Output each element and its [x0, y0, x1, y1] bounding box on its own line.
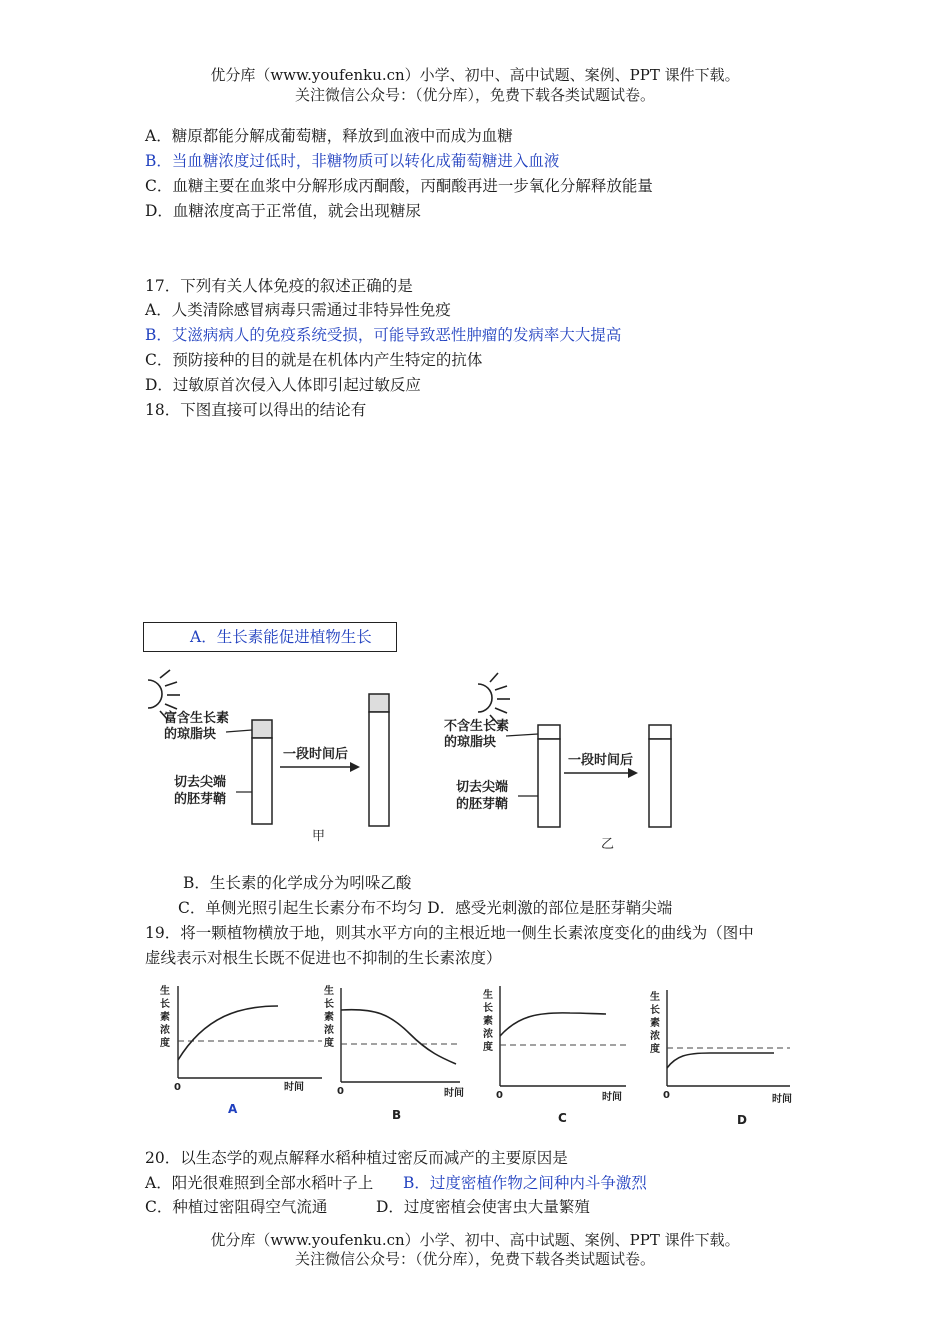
- svg-text:度: 度: [160, 1038, 170, 1049]
- right-agar-block-after: [649, 725, 671, 739]
- q16-option-d: D．血糖浓度高于正常值，就会出现糖尿: [145, 202, 421, 220]
- q20-option-d: D．过度密植会使害虫大量繁殖: [376, 1198, 590, 1216]
- svg-text:浓: 浓: [483, 1029, 493, 1040]
- q17-stem: 17．下列有关人体免疫的叙述正确的是: [145, 277, 413, 295]
- q18-option-cd: C．单侧光照引起生长素分布不均匀 D．感受光刺激的部位是胚芽鞘尖端: [178, 899, 673, 917]
- svg-text:时间: 时间: [284, 1082, 304, 1093]
- q17-option-d: D．过敏原首次侵入人体即引起过敏反应: [145, 376, 421, 394]
- graph-b-label: B: [392, 1108, 402, 1122]
- q18-option-a-box: [143, 622, 397, 652]
- svg-text:长: 长: [483, 1003, 493, 1014]
- graph-d-label: D: [737, 1113, 747, 1127]
- q16-option-a: A．糖原都能分解成葡萄糖，释放到血液中而成为血糖: [145, 127, 513, 145]
- right-arrow-icon: [628, 768, 638, 778]
- right-coleoptile-label-1: 切去尖端: [456, 780, 509, 795]
- right-agar-label-2: 的琼脂块: [444, 735, 497, 750]
- q16-option-c: C．血糖主要在血浆中分解形成丙酮酸，丙酮酸再进一步氧化分解释放能量: [145, 177, 653, 195]
- graph-a-label: A: [228, 1102, 238, 1116]
- svg-text:生: 生: [483, 990, 493, 1001]
- left-agar-block-before: [252, 720, 272, 738]
- q18-option-a: A．生长素能促进植物生长: [190, 628, 372, 646]
- graph-b: [324, 984, 464, 1122]
- q20-option-b: B．过度密植作物之间种内斗争激烈: [403, 1174, 647, 1192]
- footer-line-2: 关注微信公众号：（优分库），免费下载各类试题试卷。: [294, 1250, 655, 1268]
- svg-text:素: 素: [324, 1012, 334, 1023]
- svg-text:素: 素: [650, 1018, 660, 1029]
- graph-c-curve: [500, 1013, 606, 1036]
- svg-text:浓: 浓: [650, 1031, 660, 1042]
- q17-option-a: A．人类清除感冒病毒只需通过非特异性免疫: [145, 301, 451, 319]
- svg-text:素: 素: [160, 1012, 170, 1023]
- left-coleoptile-label-1: 切去尖端: [174, 775, 227, 790]
- graph-d: [650, 990, 792, 1127]
- svg-text:0: 0: [174, 1082, 181, 1093]
- left-arrow-label: 一段时间后: [283, 747, 349, 762]
- left-coleoptile-label-2: 的胚芽鞘: [174, 792, 227, 807]
- left-agar-label-2: 的琼脂块: [164, 727, 217, 742]
- graph-c: [483, 986, 626, 1125]
- svg-text:长: 长: [324, 999, 334, 1010]
- svg-text:长: 长: [650, 1005, 660, 1016]
- svg-text:度: 度: [483, 1042, 493, 1053]
- q17-option-c: C．预防接种的目的就是在机体内产生特定的抗体: [145, 351, 483, 369]
- svg-text:度: 度: [650, 1044, 660, 1055]
- svg-text:长: 长: [160, 999, 170, 1010]
- header-line-1: 优分库（www.youfenku.cn）小学、初中、高中试题、案例、PPT 课件下载。: [210, 66, 740, 84]
- q20-option-a: A．阳光很难照到全部水稻叶子上: [145, 1174, 374, 1192]
- left-coleoptile-before: [252, 738, 272, 824]
- q17-option-b: B．艾滋病病人的免疫系统受损，可能导致恶性肿瘤的发病率大大提高: [145, 326, 622, 344]
- auxin-graphs-figure: [150, 978, 800, 1133]
- left-agar-block-after: [369, 694, 389, 712]
- q19-stem-line-1: 19．将一颗植物横放于地，则其水平方向的主根近地一侧生长素浓度变化的曲线为（图中: [145, 924, 754, 942]
- q20-option-c: C．种植过密阻碍空气流通: [145, 1198, 328, 1216]
- right-arrow-label: 一段时间后: [568, 753, 634, 768]
- sun-icon-right: [478, 673, 510, 724]
- q18-option-b: B．生长素的化学成分为吲哚乙酸: [183, 874, 412, 892]
- right-agar-label-1: 不含生长素: [444, 719, 510, 734]
- svg-text:生: 生: [324, 986, 334, 997]
- right-coleoptile-label-2: 的胚芽鞘: [456, 797, 509, 812]
- svg-text:生: 生: [650, 992, 660, 1003]
- svg-text:时间: 时间: [772, 1094, 792, 1105]
- left-coleoptile-after: [369, 712, 389, 826]
- svg-text:度: 度: [324, 1038, 334, 1049]
- footer-line-1: 优分库（www.youfenku.cn）小学、初中、高中试题、案例、PPT 课件下载。: [210, 1231, 740, 1249]
- graph-d-curve: [667, 1053, 774, 1068]
- right-agar-block-before: [538, 725, 560, 739]
- graph-a-curve: [178, 1006, 278, 1060]
- svg-text:0: 0: [496, 1090, 503, 1101]
- right-coleoptile-after: [649, 739, 671, 827]
- left-arrow-icon: [350, 762, 360, 772]
- svg-text:浓: 浓: [160, 1025, 170, 1036]
- header-line-2: 关注微信公众号：（优分库），免费下载各类试题试卷。: [294, 86, 655, 104]
- svg-text:0: 0: [663, 1090, 670, 1101]
- right-coleoptile-before: [538, 739, 560, 827]
- svg-text:素: 素: [483, 1016, 493, 1027]
- q19-stem-line-2: 虚线表示对根生长既不促进也不抑制的生长素浓度）: [145, 949, 502, 967]
- svg-text:时间: 时间: [602, 1092, 622, 1103]
- left-caption: 甲: [312, 829, 326, 844]
- right-caption: 乙: [601, 837, 615, 852]
- q20-stem: 20．以生态学的观点解释水稻种植过密反而减产的主要原因是: [145, 1149, 568, 1167]
- graph-c-label: C: [558, 1111, 567, 1125]
- svg-text:0: 0: [337, 1086, 344, 1097]
- svg-text:时间: 时间: [444, 1088, 464, 1099]
- graph-b-curve: [341, 1010, 456, 1064]
- svg-text:浓: 浓: [324, 1025, 334, 1036]
- svg-text:生: 生: [160, 986, 170, 997]
- coleoptile-experiment-figure: [140, 668, 680, 858]
- graph-a: [160, 984, 322, 1116]
- q18-stem: 18．下图直接可以得出的结论有: [145, 401, 367, 419]
- q16-option-b: B．当血糖浓度过低时，非糖物质可以转化成葡萄糖进入血液: [145, 152, 560, 170]
- left-agar-label-1: 富含生长素: [164, 711, 230, 726]
